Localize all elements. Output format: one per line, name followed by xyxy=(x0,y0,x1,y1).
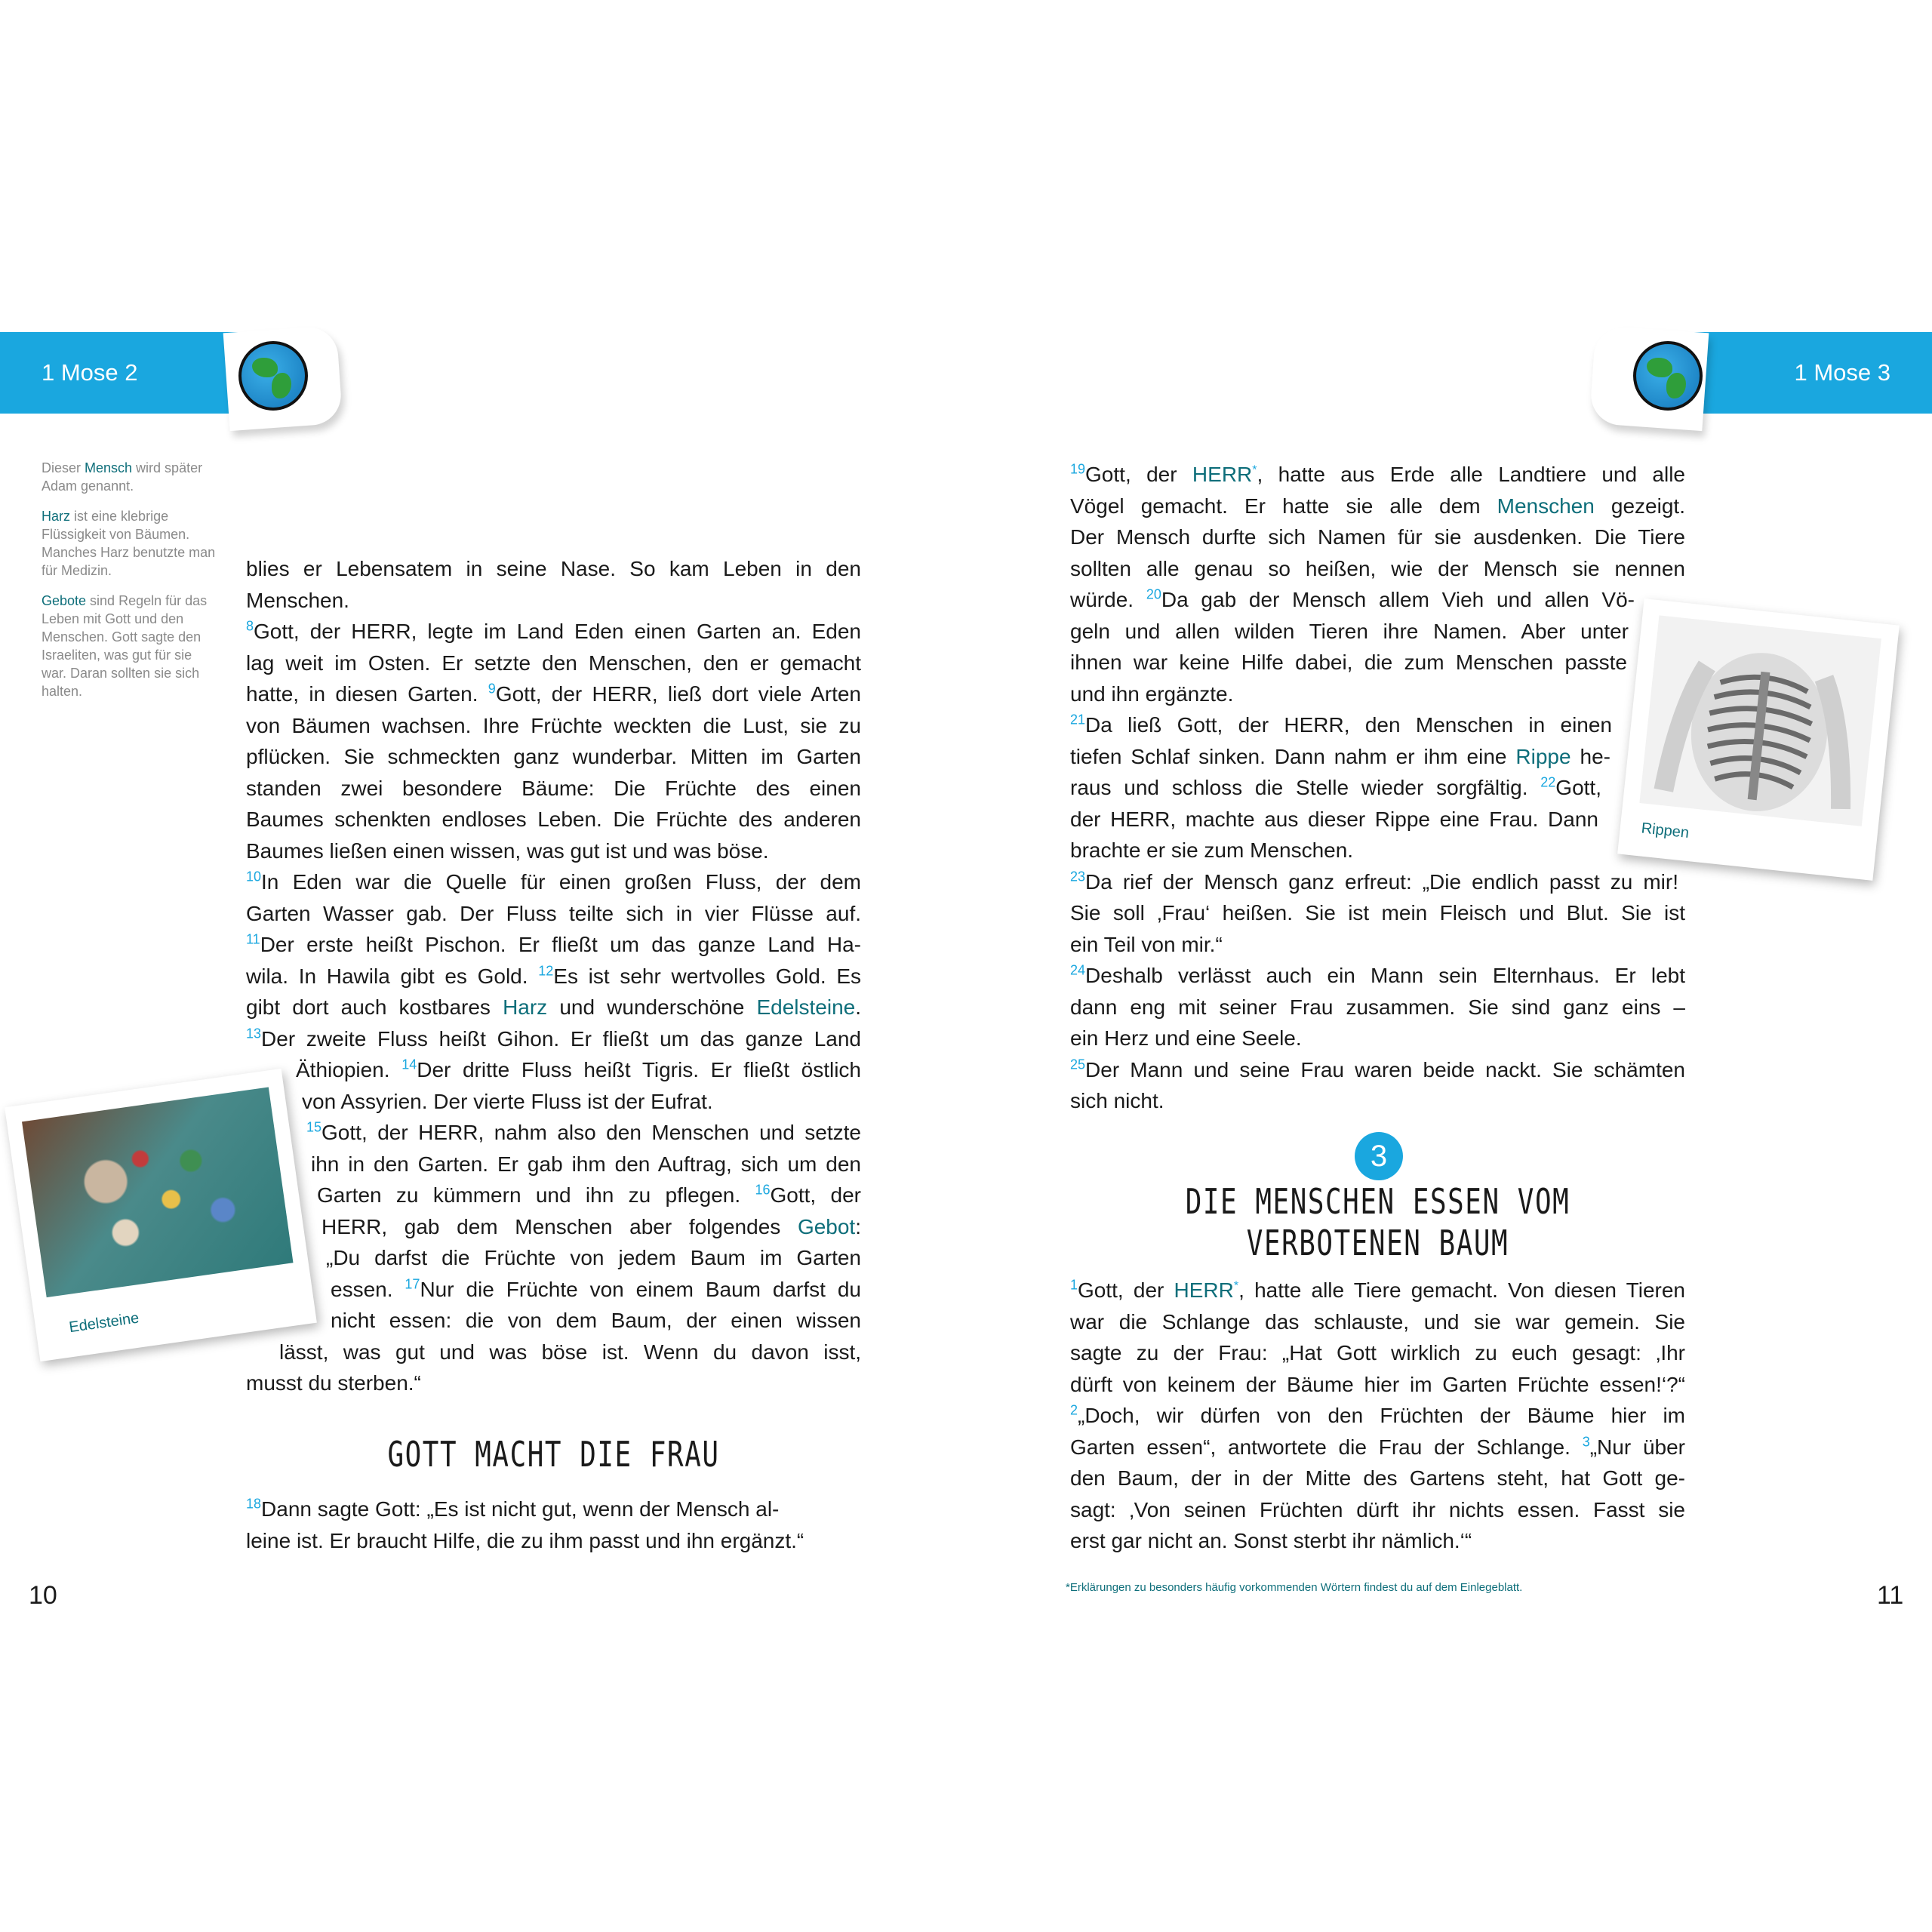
page-header-title: 1 Mose 3 xyxy=(1794,359,1890,386)
page-header-title: 1 Mose 2 xyxy=(42,359,138,386)
glossary-term: Mensch xyxy=(85,460,133,475)
photo-ribs xyxy=(1617,598,1900,881)
page-number: 11 xyxy=(1877,1581,1904,1610)
globe-icon xyxy=(1633,341,1703,411)
chapter-heading-line1: DIE MENSCHEN ESSEN VOM xyxy=(1185,1181,1571,1222)
bible-text-right: $^{19}$Gott, der HERR*, hatte aus Erde alle Landtiere und alle Vögel gemacht. Er hatte sie alle dem Menschen gezeigt. Der Mensch durfte sich Namen für sie ausdenken. Die Tiere sollten alle genau so heißen, wie der Mensch sie nennen würde. $^{20}$Da gab der Mensch allem Vieh und allen Vö- geln und allen wilden Tieren ihre Namen. Aber unter ihnen war keine Hilfe dabei, die zum Menschen passte und ihn ergänzte. $^{21}$Da ließ Gott, der HERR, den Menschen in einen tiefen Schlaf sinken. Dann nahm er ihm eine Rippe he- raus und schloss die Stelle wieder sorgfältig. $^{22}$Gott, der HERR, machte aus dieser Rippe eine Frau. Dann brachte er sie zum Menschen. $^{23}$Da rief der Mensch ganz erfreut: „Die endlich passt zu mir! Sie soll ‚Frau‘ heißen. Sie ist mein Fleisch und Blut. Sie ist ein Teil von mir.“ $^{24}$Deshalb verlässt auch ein Mann sein Elternhaus. Er lebt dann eng mit seiner Frau zusammen. Sie sind ganz eins – ein Herz und eine Seele. $^{25}$Der Mann und seine Frau waren beide nackt. Sie schämten sich nicht. xyxy=(1070,461,1686,1112)
photo-caption: Rippen xyxy=(1640,820,1690,841)
page-number: 10 xyxy=(29,1581,57,1610)
footnote: *Erklärungen zu besonders häufig vorkommenden Wörtern findest du auf dem Einlegeblatt. xyxy=(1066,1581,1523,1594)
glossary-entry: Dieser Mensch wird später Adam genannt. xyxy=(42,460,203,494)
bible-text-right-2: $^1$Gott, der HERR*, hatte alle Tiere gemacht. Von diesen Tieren war die Schlange das schlauste, und sie war gemein. Sie sagte zu der Frau: „Hat Gott wirklich zu euch gesagt: ‚Ihr dürft von keinem der Bäume hier im Garten Früchte essen!‘?“ $^2$„Doch, wir dürfen von den Früchten der Bäume hier im Garten essen“, antwortete die Frau der Schlange. $^3$„Nur über den Baum, der in der Mitte des Gartens steht, hat Gott ge- sagt: ‚Von seinen Früchten dürft ihr nichts essen. Fasst sie erst gar nicht an. Sonst sterbt ihr nämlich.‘“ xyxy=(1070,1277,1686,1552)
chapter-heading-line2: VERBOTENEN BAUM xyxy=(1246,1223,1509,1263)
glossary-entry: Gebote sind Regeln für das Leben mit Gott und den Menschen. Gott sagte den Israeliten, was gut für sie war. Daran sollten sie sich halten. xyxy=(42,593,208,699)
photo-gemstones xyxy=(5,1069,317,1361)
glossary-term: Harz xyxy=(42,509,71,524)
chapter-number-badge: 3 xyxy=(1355,1132,1403,1180)
glossary-term: Gebote xyxy=(42,593,87,608)
ribs-image xyxy=(1639,615,1881,826)
bible-text-left: blies er Lebensatem in seine Nase. So kam Leben in den Menschen. $^8$Gott, der HERR, legte im Land Eden einen Garten an. Eden lag weit im Osten. Er setzte den Menschen, den er gemacht hatte, in diesen Garten. $^9$Gott, der HERR, ließ dort viele Arten von Bäumen wachsen. Ihre Früchte weckten die Lust, sie zu pflücken. Sie schmeckten ganz wunderbar. Mitten im Garten standen zwei besondere Bäume: Die Früchte des einen Baumes schenkten endloses Leben. Die Früchte des anderen Baumes ließen einen wissen, was gut ist und was böse. $^{10}$In Eden war die Quelle für einen großen Fluss, der dem Garten Wasser gab. Der Fluss teilte sich in vier Flüsse auf. $^{11}$Der erste heißt Pischon. Er fließt um das ganze Land Ha- wila. In Hawila gibt es Gold. $^{12}$Es ist sehr wertvolles Gold. Es gibt dort auch kostbares Harz und wunderschöne Edelsteine. $^{13}$Der zweite Fluss heißt Gihon. Er fließt um das ganze Land Äthiopien. $^{14}$Der dritte Fluss heißt Tigris. Er fließt östlich von Assyrien. Der vierte Fluss ist der Eufrat. $^{15}$Gott, der HERR, nahm also den Menschen und setzte ihn in den Garten. Er gab ihm den Auftrag, sich um den Garten zu kümmern und ihn zu pflegen. $^{16}$Gott, der HERR, gab dem Menschen aber folgendes Gebot: „Du darfst die Früchte von jedem Baum im Garten essen. $^{17}$Nur die Früchte von einem Baum darfst du nicht essen: die von dem Baum, der einen wissen lässt, was gut und was böse ist. Wenn du davon isst, musst du sterben.“ xyxy=(246,557,861,1395)
bible-text-left-2: $^{18}$Dann sagte Gott: „Es ist nicht gut, wenn der Mensch al- leine ist. Er braucht Hilfe, die zu ihm passt und ihn ergänzt.“ xyxy=(246,1496,804,1552)
gemstones-image xyxy=(22,1087,293,1297)
section-heading: GOTT MACHT DIE FRAU xyxy=(387,1434,720,1475)
globe-icon xyxy=(238,341,308,411)
photo-caption: Edelsteine xyxy=(68,1309,140,1337)
glossary-entry: Harz ist eine klebrige Flüssigkeit von Bäumen. Manches Harz benutzte man für Medizin. xyxy=(42,509,216,578)
